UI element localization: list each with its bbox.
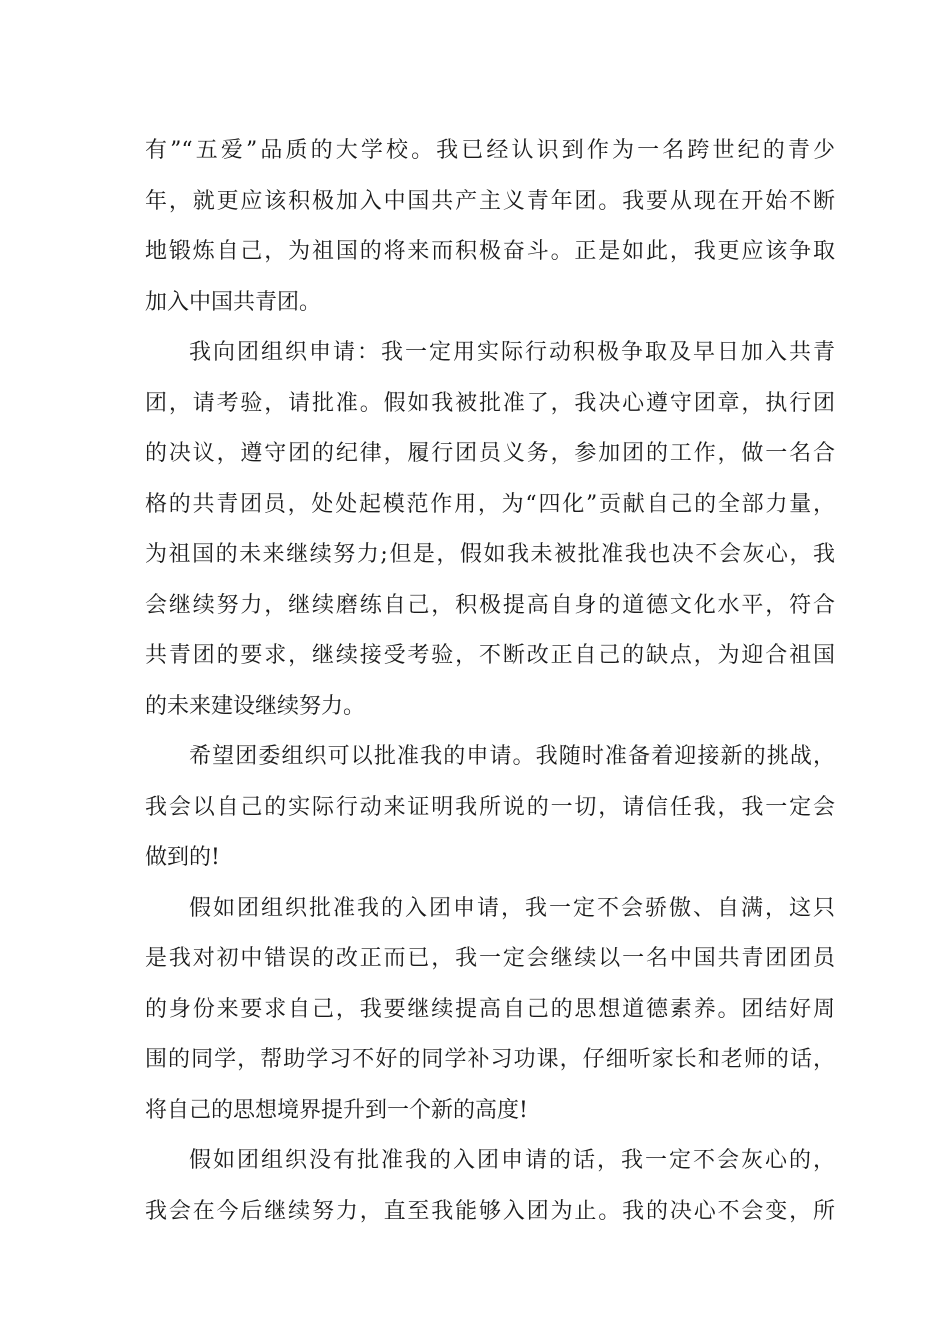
text-line: 将自己的思想境界提升到一个新的高度! — [145, 1097, 528, 1123]
text-line: 希望团委组织可以批准我的申请。我随时准备着迎接新的挑战， — [189, 744, 835, 769]
text-line: 假如团组织批准我的入团申请，我一定不会骄傲、自满，这只 — [189, 895, 835, 921]
text-line: 假如团组织没有批准我的入团申请的话，我一定不会灰心的， — [189, 1148, 835, 1173]
text-line: 为祖国的未来继续努力;但是，假如我未被批准我也决不会灰心，我 — [145, 542, 835, 567]
text-line: 有”“五爱”品质的大学校。我已经认识到作为一名跨世纪的青少 — [145, 138, 835, 163]
text-line: 的身份来要求自己，我要继续提高自己的思想道德素养。团结好周 — [145, 996, 835, 1022]
text-line: 围的同学，帮助学习不好的同学补习功课，仔细听家长和老师的话， — [145, 1047, 835, 1072]
document-body — [145, 126, 835, 1237]
text-line: 的决议，遵守团的纪律，履行团员义务，参加团的工作，做一名合 — [145, 441, 835, 466]
text-line: 我会在今后继续努力，直至我能够入团为止。我的决心不会变，所 — [145, 1198, 835, 1224]
text-line: 做到的! — [145, 845, 220, 870]
text-line: 加入中国共青团。 — [145, 289, 322, 315]
text-line: 地锻炼自己，为祖国的将来而积极奋斗。正是如此，我更应该争取 — [145, 239, 835, 264]
text-line: 团，请考验，请批准。假如我被批准了，我决心遵守团章，执行团 — [145, 390, 835, 416]
text-line: 是我对初中错误的改正而已，我一定会继续以一名中国共青团团员 — [145, 946, 835, 971]
paragraph-1 — [145, 126, 835, 328]
text-line: 我会以自己的实际行动来证明我所说的一切，请信任我，我一定会 — [145, 794, 835, 820]
text-line: 会继续努力，继续磨练自己，积极提高自身的道德文化水平，符合 — [145, 592, 835, 618]
paragraph-2 — [145, 328, 835, 732]
text-line: 格的共青团员，处处起模范作用，为“四化”贡献自己的全部力量， — [145, 491, 835, 517]
text-line: 共青团的要求，继续接受考验，不断改正自己的缺点，为迎合祖国 — [145, 643, 835, 668]
text-line: 年，就更应该积极加入中国共产主义青年团。我要从现在开始不断 — [145, 188, 835, 214]
text-line: 的未来建设继续努力。 — [145, 693, 366, 719]
text-line: 我向团组织申请：我一定用实际行动积极争取及早日加入共青 — [189, 340, 835, 365]
paragraph-5 — [145, 1136, 835, 1237]
paragraph-4 — [145, 884, 835, 1137]
paragraph-3 — [145, 732, 835, 884]
